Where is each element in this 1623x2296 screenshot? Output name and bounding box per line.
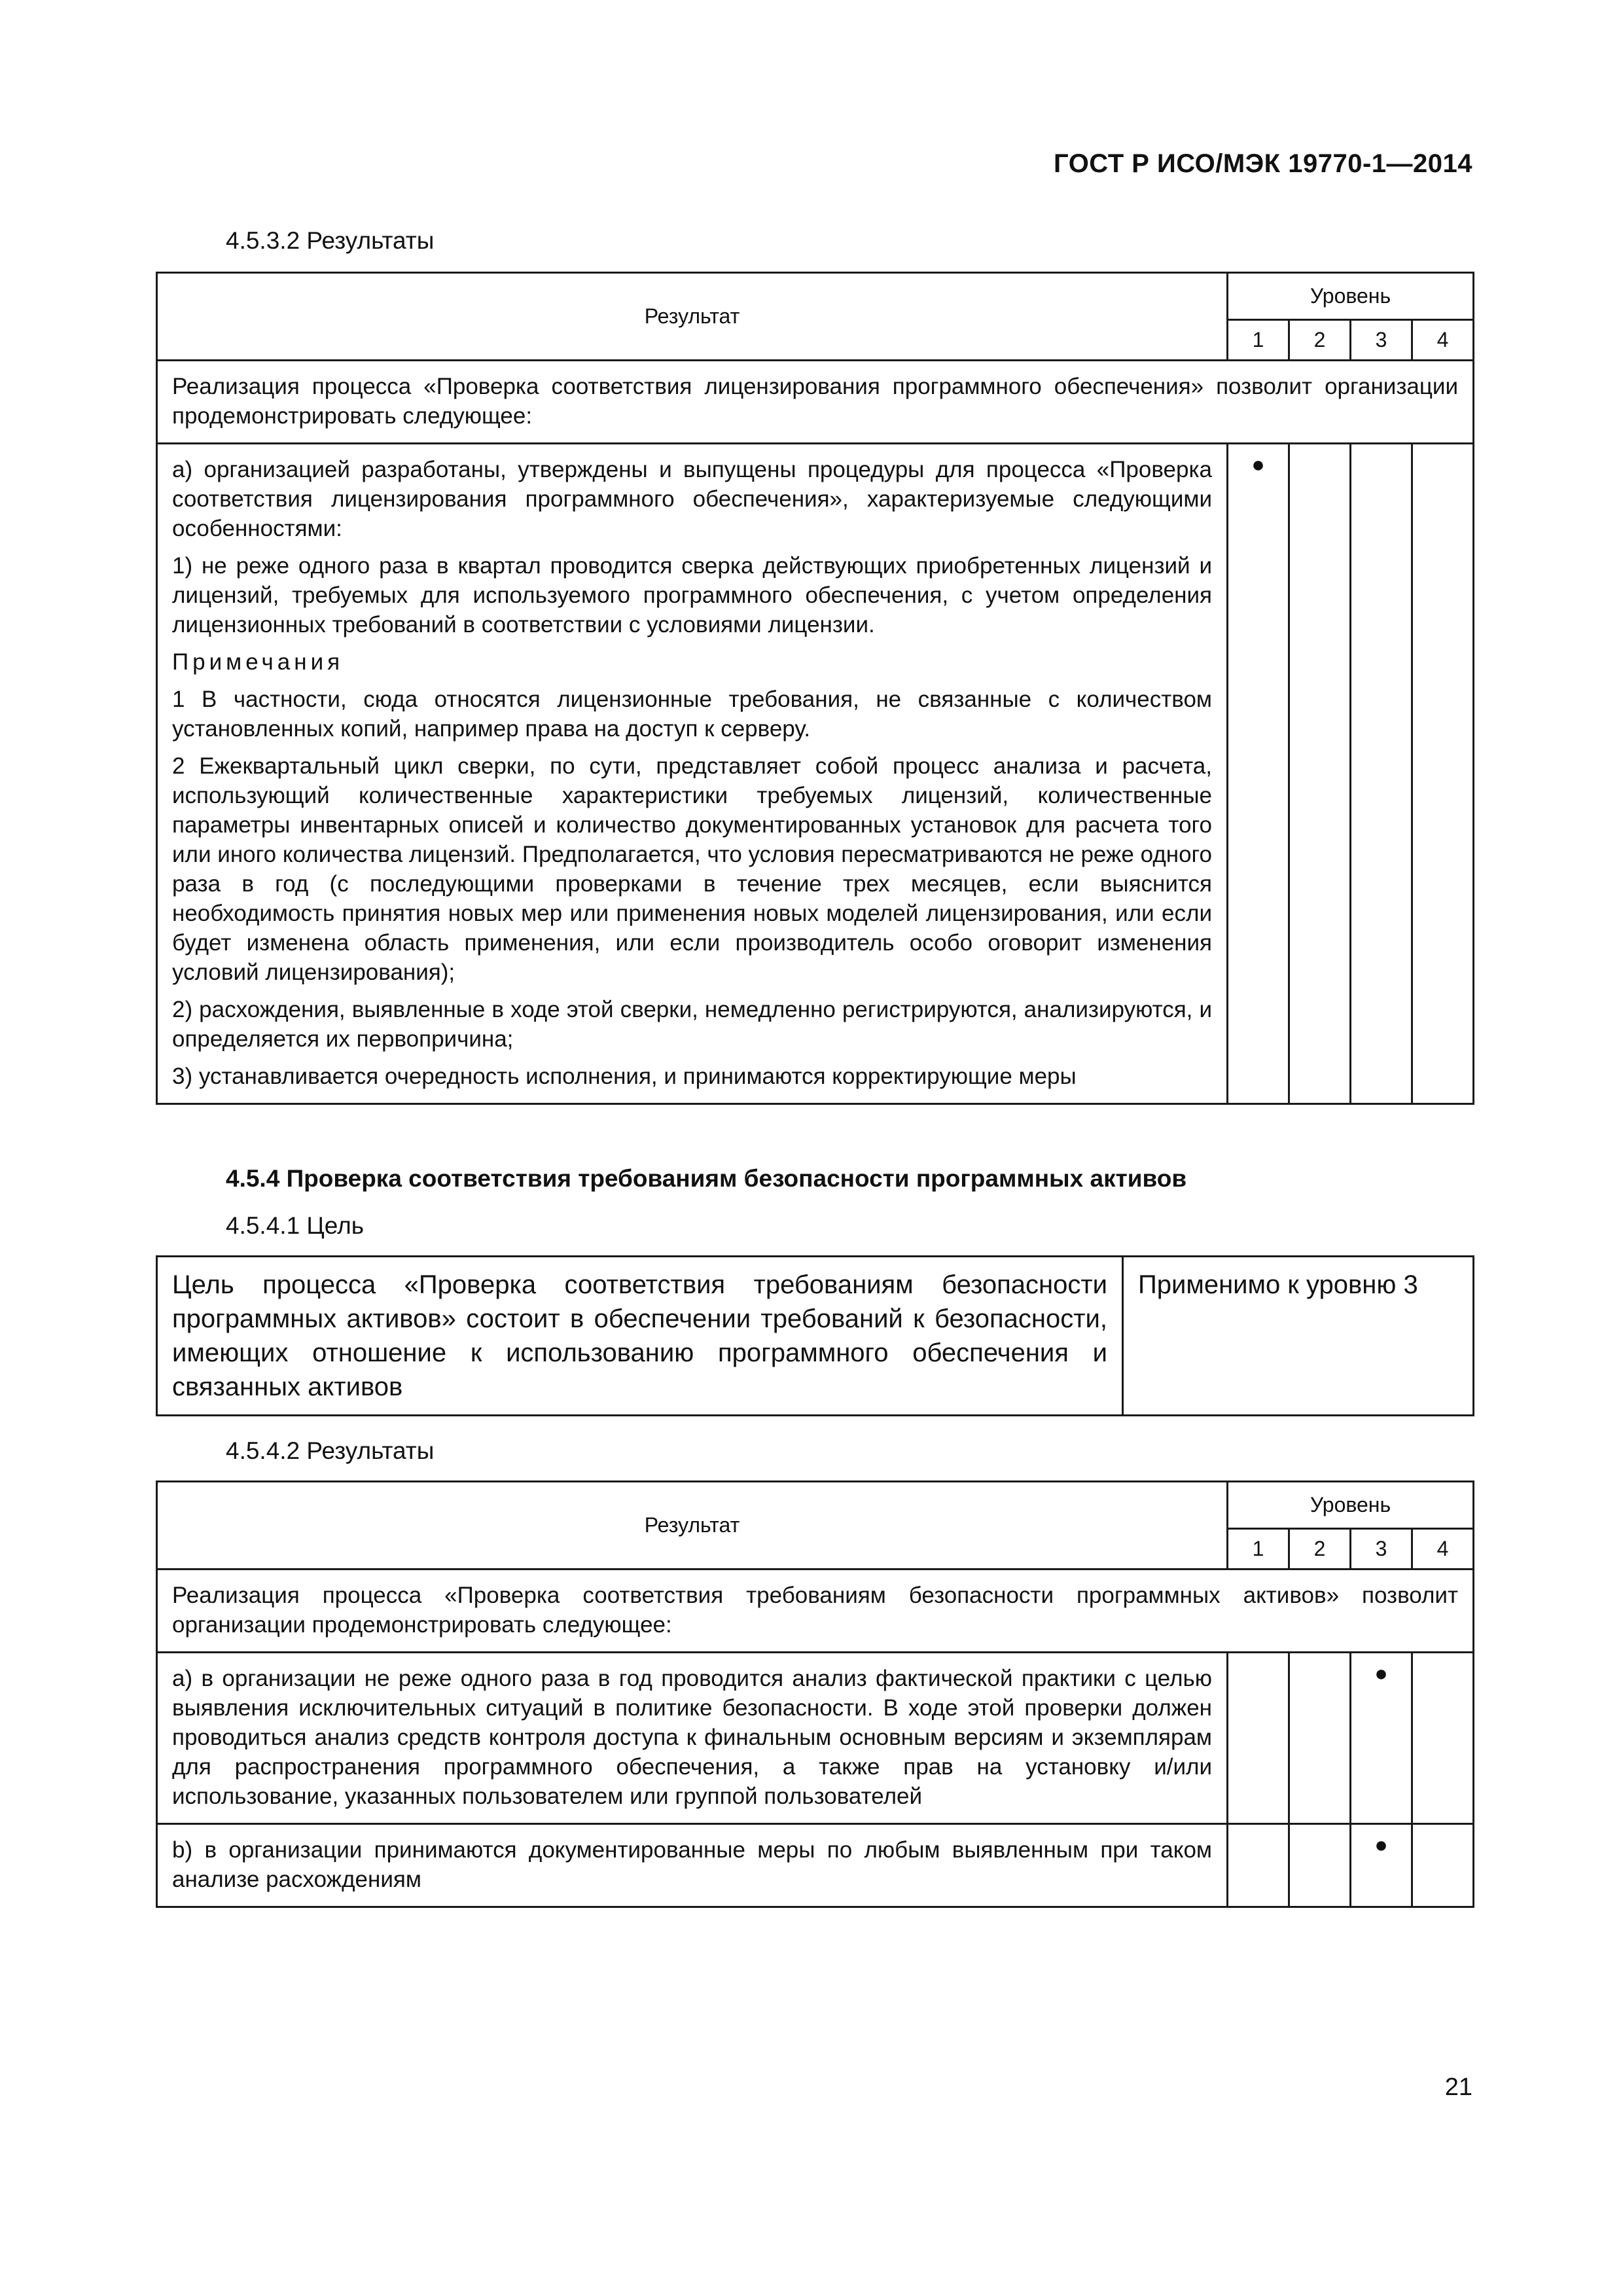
- level-mark: [1228, 1653, 1289, 1824]
- goal-applicability: Применимо к уровню 3: [1123, 1257, 1474, 1416]
- level-mark: [1289, 1653, 1351, 1824]
- level-mark: ●: [1351, 1653, 1412, 1824]
- result-paragraph: 1) не реже одного раза в квартал проводится сверка действующих приобретенных лицензий и лицензий, требуемых для используемого программного обеспечения, с учетом определения лицензионных требований в соответствии с условиями лицензии.: [172, 553, 1212, 637]
- section-4542-title: 4.5.4.2 Результаты: [226, 1437, 435, 1464]
- table-intro: Реализация процесса «Проверка соответствия лицензирования программного обеспечения» позволит организации продемонстрировать следующее:: [157, 361, 1474, 444]
- document-header: ГОСТ Р ИСО/МЭК 19770-1—2014: [1054, 149, 1472, 178]
- level-mark: [1412, 444, 1474, 1104]
- level-mark: ●: [1351, 1824, 1412, 1907]
- level-header: 1: [1228, 320, 1289, 361]
- level-header: 3: [1351, 1529, 1412, 1570]
- level-header: 1: [1228, 1529, 1289, 1570]
- results-table-4532: [156, 272, 1474, 1105]
- table-row: [157, 1824, 1474, 1907]
- result-a-cell: [157, 444, 1228, 1104]
- table-intro: Реализация процесса «Проверка соответствия требованиям безопасности программных активов» позволит организации продемонстрировать следующее:: [157, 1570, 1474, 1653]
- level-header: 4: [1412, 320, 1474, 361]
- level-mark: [1289, 444, 1351, 1104]
- level-mark: [1228, 1824, 1289, 1907]
- result-a-text: а) в организации не реже одного раза в год проводится анализ фактической практики с целью выявления исключительных ситуаций в политике безопасности. В ходе этой проверки должен проводиться анализ средств контроля доступа к финальным основным версиям и экземплярам для распространения программного обеспечения, а также прав на установку и/или использование, указанных пользователем или группой пользователей: [157, 1653, 1228, 1824]
- level-mark: ●: [1228, 444, 1289, 1104]
- column-header-result: Результат: [157, 1482, 1228, 1570]
- result-b-text: b) в организации принимаются документированные меры по любым выявленным при таком анализе расхождениям: [157, 1824, 1228, 1907]
- result-paragraph: 2) расхождения, выявленные в ходе этой сверки, немедленно регистрируются, анализируются, и определяется их первопричина;: [172, 997, 1212, 1052]
- level-mark: [1351, 444, 1412, 1104]
- level-header: 4: [1412, 1529, 1474, 1570]
- goal-table: [156, 1255, 1474, 1416]
- level-header: 2: [1289, 1529, 1351, 1570]
- result-paragraph: 3) устанавливается очередность исполнения, и принимаются корректирующие меры: [172, 1064, 1077, 1089]
- level-mark: [1412, 1824, 1474, 1907]
- section-4532-title: 4.5.3.2 Результаты: [226, 227, 435, 254]
- level-mark: [1289, 1824, 1351, 1907]
- level-header: 2: [1289, 320, 1351, 361]
- column-header-result: Результат: [157, 273, 1228, 361]
- section-454-title: 4.5.4 Проверка соответствия требованиям безопасности программных активов: [226, 1165, 1187, 1192]
- page-number: 21: [1444, 2073, 1472, 2101]
- note-paragraph: 1 В частности, сюда относятся лицензионные требования, не связанные с количеством установленных копий, например права на доступ к серверу.: [172, 687, 1212, 742]
- note-paragraph: 2 Ежеквартальный цикл сверки, по сути, представляет собой процесс анализа и расчета, использующий количественные характеристики требуемых лицензий, количественные параметры инвентарных описей и количество документированных установок для расчета того или иного количества лицензий. Предполагается, что условия пересматриваются не реже одного раза в год (с последующими проверками в течение трех месяцев, если выяснится необходимость принятия новых мер или применения новых моделей лицензирования, или если будет изменена область применения, или если производитель особо оговорит изменения условий лицензирования);: [172, 753, 1212, 985]
- results-table-4542: [156, 1480, 1474, 1908]
- goal-text: Цель процесса «Проверка соответствия требованиям безопасности программных активов» состоит в обеспечении требований к безопасности, имеющих отношение к использованию программного обеспечения и связанных активов: [157, 1257, 1123, 1416]
- column-header-level: Уровень: [1228, 1482, 1474, 1529]
- section-4541-title: 4.5.4.1 Цель: [226, 1212, 365, 1239]
- level-header: 3: [1351, 320, 1412, 361]
- result-paragraph: а) организацией разработаны, утверждены и выпущены процедуры для процесса «Проверка соответствия лицензирования программного обеспечения», характеризуемые следующими особенностями:: [172, 457, 1212, 541]
- column-header-level: Уровень: [1228, 273, 1474, 320]
- level-mark: [1412, 1653, 1474, 1824]
- table-row: [157, 1653, 1474, 1824]
- notes-heading: Примечания: [172, 649, 344, 675]
